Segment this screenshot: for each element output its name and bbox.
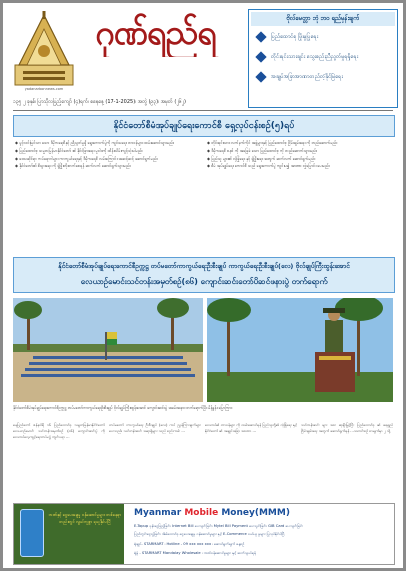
objectives-heading: ဗိုလ်မေတ္တာ ဘုံ ဘဝ ရည်မှန်းချက် bbox=[251, 12, 395, 26]
pagoda-emblem bbox=[13, 9, 75, 87]
mobile-money-ad bbox=[13, 503, 395, 565]
body-column: လေတပ်၏ တာဝန်များ ကို ထမ်းဆောင်ရန် ပြည်သူတို့၏ လုံခြုံရေး နှင့် နိုင်ငံတော် ၏ အချုပ်အခြာ အာဏာ ... bbox=[205, 423, 297, 433]
ad-line: ပြည်တွင်းငွေလွှဲခြင်း၊ အိမ်ထောင်စု ငွေပေးချေမှု ဝန်ဆောင်မှုများ နှင့် E-Commerce ဝယ်ယူ မှုများ ပြုလုပ်နိုင်ပါပြီ bbox=[134, 532, 285, 536]
masthead-divider bbox=[13, 110, 393, 111]
body-column: နေပြည်တော် ဇန်နဝါရီ ၁၆ ပြည်ထောင်စု သမ္မတမြန်မာနိုင်ငံတော် လေယာဉ်မောင်း သင်တန်းအမှတ်စဉ် (၈၆) ကျောင်းဆင်းပွဲ ကို လေတပ်လေ့ကျင့်ရေးတပ်မ၌ ကျင်းပရာ ... bbox=[13, 423, 105, 439]
masthead-title: ဂုဏ်ရည်ရ bbox=[95, 13, 216, 53]
list-item: ◆ နိုင်ငံတော်၏ စီးပွားရေး ကို ဖွံ့ဖြိုးတိုးတက်စေရန် ဆက်လက် ဆောင်ရွက်သွားမည်။ bbox=[15, 163, 199, 169]
headline1-right-column bbox=[207, 140, 391, 248]
national-objectives-box bbox=[248, 9, 398, 108]
headline2-line1: နိုင်ငံတော်စီမံအုပ်ချုပ်ရေးကောင်စီဥက္ကဋ္ဌ တပ်မတော်ကာကွယ်ရေးဦးစီးချုပ် ကာကွယ်ရေးဦးစီးချုပ်(လေ) ဗိုလ်ချုပ်ကြီးထွန်းအောင် bbox=[58, 262, 350, 270]
newspaper-page bbox=[3, 3, 403, 568]
list-item: ◆ ပြည်ထောင်စု သမ္မတမြန်မာနိုင်ငံတော် ၏ နိုင်ငံခြားရေး မူဝါဒကို ထိန်းသိမ်းကျင့်သုံးပါမည်။ bbox=[15, 148, 199, 154]
list-item: ◆ ပြည်သူ များ၏ လုံခြုံရေး နှင့် ဖွံ့ဖြိုးရေး အတွက် ဆက်လက် ဆောင်ရွက်မည်။ bbox=[207, 156, 391, 162]
photo-caption: နိုင်ငံတော်စီမံအုပ်ချုပ်ရေးကောင်စီဥက္ကဋ္ဌ တပ်မတော်ကာကွယ်ရေးဦးစီးချုပ် ဗိုလ်ချုပ်ကြီးထွန်းအောင် ကျောင်းဆင်းပွဲ အခမ်းအနား တက်ရောက်ပြီး မိန့်ခွန်း ပြောကြား bbox=[13, 405, 232, 410]
list-item: ◆ ဒေသဆိုင်ရာ ကပ်ရောဂါများ ကာကွယ်ရေးနှင့် ဒီမိုကရေစီ လမ်းကြောင်း အဆင့်ဆင့် ဆောင်ရွက်မည်။ bbox=[15, 156, 199, 162]
headline1-left-column bbox=[15, 140, 199, 248]
ad-line: E-Topup ဖုန်းငွေဖြည့်ခြင်း၊ Internet Bill ပေးသွင်းခြင်း၊ Mytel Bill Payment ပေးသွင်းခြင်း၊ GIB Card ပေးသွင်းခြင်း bbox=[134, 524, 303, 528]
headline-box-2 bbox=[13, 257, 395, 293]
list-item: ◆ စီမံ အုပ်ချုပ်ရေး ကောင်စီ သည် ရွေးကောက်ပွဲ ကျင်းပ၍ အာဏာ လွှဲပြောင်း ပေးမည်။ bbox=[207, 163, 391, 169]
diamond-bullet-icon bbox=[255, 51, 266, 62]
ad-promo-panel bbox=[14, 504, 124, 564]
objective-item: အချုပ်အခြာအာဏာတည်တံ့ခိုင်မြဲရေး bbox=[249, 69, 397, 86]
diamond-bullet-icon bbox=[255, 31, 266, 42]
masthead-website: yadanarbonnews.com bbox=[24, 87, 64, 91]
ad-line: ရုံခွဲ - STARMART Mandalay Wholesale ၊ ဘဏ်ဝန်ဆောင်မှုများ နှင့် ဆက်သွယ်ရန် bbox=[134, 551, 256, 555]
ad-title: Myanmar Mobile Money(MMM) bbox=[134, 508, 290, 518]
list-item: ◆ ပွင့်လင်းမြင်သာ သော ဒီမိုကရေစီနှင့် ညီညွတ်မှုရှိ ရွေးကောက်ပွဲကို ကျင်းပရေး တာဝန်များ ထမ်းဆောင်သွားမည်။ bbox=[15, 140, 199, 146]
speaker-photo bbox=[207, 298, 393, 402]
parade-photo bbox=[13, 298, 203, 402]
headline-box-1: နိုင်ငံတော်စီမံအုပ်ချုပ်ရေးကောင်စီ ရှေ့လုပ်ငန်းစဉ်(၅)ရပ် bbox=[13, 115, 395, 137]
list-item: ◆ ဒီမိုကရေစီ စနစ် ကို အခြေခံ သော ပြည်ထောင်စု ကို တည်ဆောက်သွားမည်။ bbox=[207, 148, 391, 154]
headline2-line2: လေယာဉ်မောင်းသင်တန်းအမှတ်စဉ်(၈၆) ကျောင်းဆင်းတော်ပိဆင်ဖနားပွဲ တက်ရောက် bbox=[80, 277, 328, 286]
list-item: ◆ တိုင်းရင်းသား လက်နက်ကိုင် အဖွဲ့များနှင့် ပြည်ထောင်စု ငြိမ်းချမ်းရေး ကို တည်ဆောက်မည်။ bbox=[207, 140, 391, 146]
objective-item: ပြည်ထောင်စု ဖြိုးမှုပြုရေး bbox=[249, 29, 397, 46]
ad-line: ရုံချုပ်- STARMART ၊ Hotline - 09 xxx xxx xxx ၊ ဆောင်ရွက်ချက် နေ့စဉ် bbox=[134, 542, 245, 546]
edition-line: ၁၃၅ ၂ ခုနှစ်၊ ပြာသိုလပြည့်ကျော် (၄)ရက်၊ စနေနေ့ (17-1-2025)၊ အတွဲ (၉၃)၊ အမှတ် (၂၆၂) bbox=[13, 99, 187, 105]
smartphone-icon bbox=[20, 509, 44, 557]
body-column: တပ်မတော် ကာကွယ်ရေး ဦးစီးချုပ် (လေ) ကပ် ညွှန်ကြားချက်များ ပေးသည်။ သင်တန်းဆင်း အရာရှိများ သည် စည်းကမ်း ... bbox=[109, 423, 201, 433]
objective-item: တိုင်းရင်းသားချင်း သွေးစည်းညီညွတ်မှုရရှိရေး bbox=[249, 49, 397, 66]
diamond-bullet-icon bbox=[255, 71, 266, 82]
ad-promo-text: ဘဏ်နှင့် ငွေပေးချေမှု ဝန်ဆောင်မှုများ တစ်နေရာတည်းတွင် လွယ်ကူစွာ ရယူနိုင်ပါပြီ bbox=[48, 512, 122, 524]
body-column: သင်တန်းဆင်း များ အား ဆုချီးမြှင့်ပြီး ပြည်ထောင်စု ၏ ရေရှည် ငြိမ်းချမ်းရေး အတွက် ဆောင်ရွက်ရန် ...သတင်းစဉ် စာမျက်နှာ ၂ သို့ bbox=[301, 423, 393, 433]
